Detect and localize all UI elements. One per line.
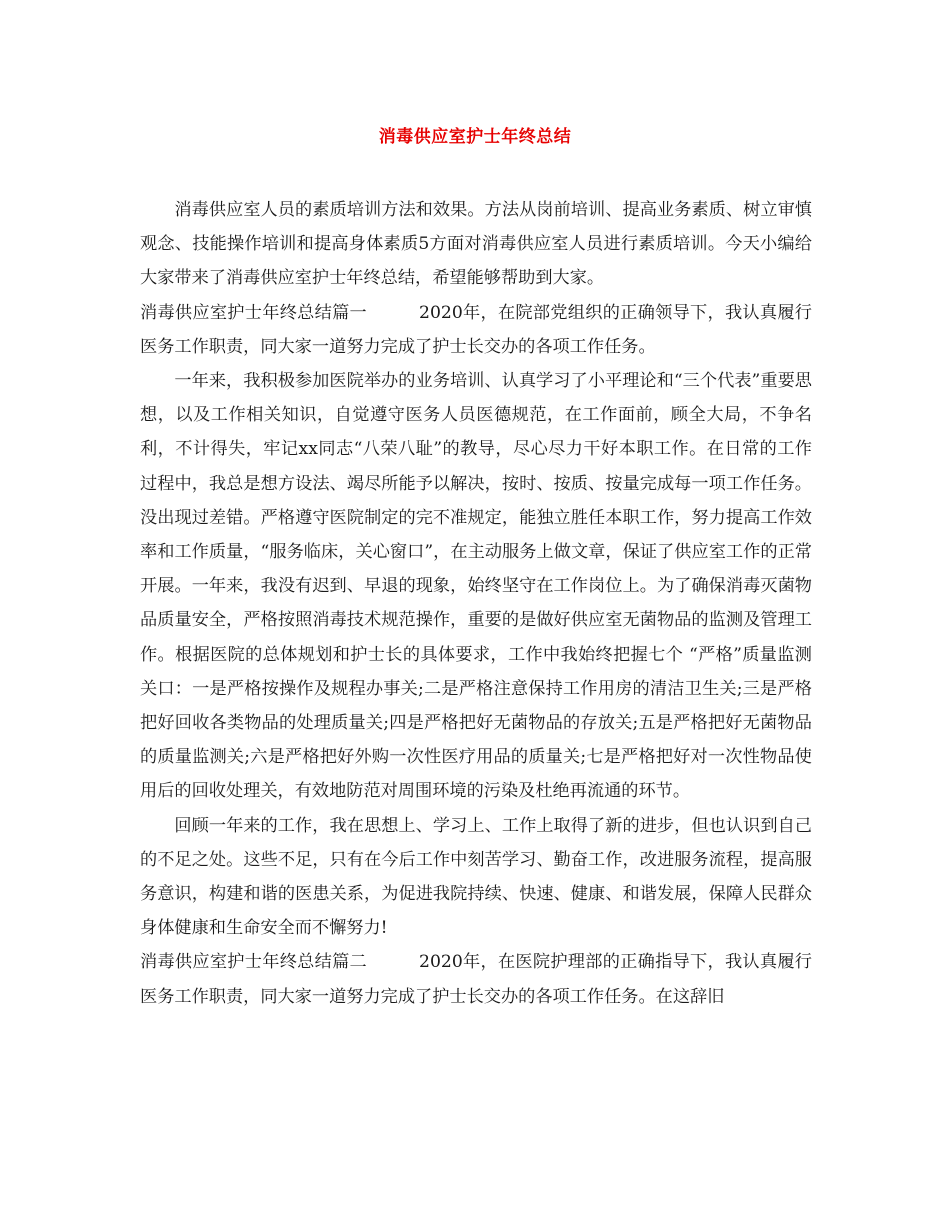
section1-paragraph-2: 回顾一年来的工作，我在思想上、学习上、工作上取得了新的进步，但也认识到自己的不足之处。这些不足，只有在今后工作中刻苦学习、勤奋工作，改进服务流程，提高服务意识，构建和谐的医患关系，为促进我院持续、快速、健康、和谐发展，保障人民群众身体健康和生命安全而不懈努力! — [140, 815, 812, 939]
section1-opening-paragraph — [140, 296, 812, 364]
section1-opening: 2020年，在院部党组织的正确领导下，我认真履行医务工作职责，同大家一道努力完成了护士长交办的各项工作任务。 — [140, 302, 812, 357]
section1-heading: 消毒供应室护士年终总结篇一 — [140, 302, 368, 323]
section2-opening-paragraph — [140, 945, 812, 1013]
document-title: 消毒供应室护士年终总结 — [378, 127, 572, 147]
section2-heading: 消毒供应室护士年终总结篇二 — [140, 952, 368, 973]
document-body — [140, 193, 812, 1014]
section1-paragraph-1: 一年来，我积极参加医院举办的业务培训、认真学习了小平理论和“三个代表”重要思想，以及工作相关知识，自觉遵守医务人员医德规范，在工作面前，顾全大局，不争名利，不计得失，牢记xx同志“八荣八耻”的教导，尽心尽力干好本职工作。在日常的工作过程中，我总是想方设法、竭尽所能予以解决，按时、按质、按量完成每一项工作任务。没出现过差错。严格遵守医院制定的完不准规定，能独立胜任本职工作，努力提高工作效率和工作质量，“服务临床，关心窗口”，在主动服务上做文章，保证了供应室工作的正常开展。一年来，我没有迟到、早退的现象，始终坚守在工作岗位上。为了确保消毒灭菌物品质量安全，严格按照消毒技术规范操作，重要的是做好供应室无菌物品的监测及管理工作。根据医院的总体规划和护士长的具体要求，工作中我始终把握七个 “严格”质量监测关口：一是严格按操作及规程办事关;二是严格注意保持工作用房的清洁卫生关;三是严格把好回收各类物品的处理质量关;四是严格把好无菌物品的存放关;五是严格把好无菌物品的质量监测关;六是严格把好外购一次性医疗用品的质量关;七是严格把好对一次性物品使用后的回收处理关，有效地防范对周围环境的污染及杜绝再流通的环节。 — [140, 371, 812, 802]
intro-paragraph: 消毒供应室人员的素质培训方法和效果。方法从岗前培训、提高业务素质、树立审慎观念、技能操作培训和提高身体素质5方面对消毒供应室人员进行素质培训。今天小编给大家带来了消毒供应室护士年终总结，希望能够帮助到大家。 — [140, 200, 812, 289]
section2-opening: 2020年，在医院护理部的正确指导下，我认真履行医务工作职责，同大家一道努力完成了护士长交办的各项工作任务。在这辞旧 — [140, 952, 812, 1007]
